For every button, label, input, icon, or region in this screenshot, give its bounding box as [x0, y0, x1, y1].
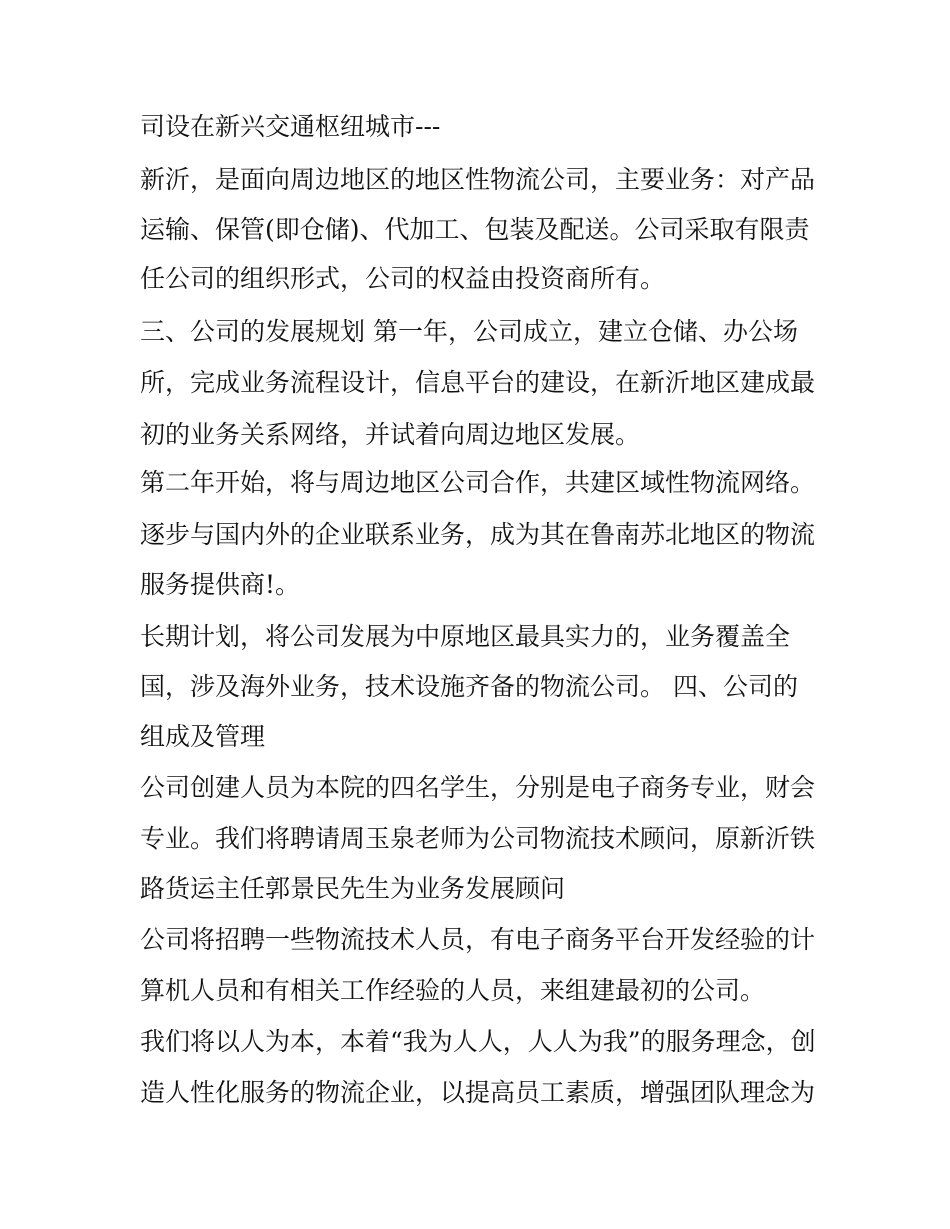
- text-line: 司设在新兴交通枢纽城市---: [140, 112, 441, 141]
- text-line: 公司将招聘一些物流技术人员，有电子商务平台开发经验的计: [140, 925, 816, 954]
- text-line: 公司创建人员为本院的四名学生，分别是电子商务专业，财会: [140, 773, 816, 802]
- text-line: 专业。我们将聘请周玉泉老师为公司物流技术顾问，原新沂铁: [140, 824, 816, 853]
- text-line: 逐步与国内外的企业联系业务，成为其在鲁南苏北地区的物流: [140, 520, 816, 549]
- text-line: 第二年开始，将与周边地区公司合作，共建区域性物流网络。: [140, 468, 816, 497]
- text-line: 国，涉及海外业务，技术设施齐备的物流公司。 四、公司的: [140, 672, 798, 701]
- text-line: 新沂，是面向周边地区的地区性物流公司，主要业务：对产品: [140, 165, 816, 194]
- text-line: 运输、保管(即仓储)、代加工、包装及配送。公司采取有限责: [140, 215, 810, 244]
- text-line: 长期计划，将公司发展为中原地区最具实力的，业务覆盖全: [140, 622, 791, 651]
- text-line: 服务提供商!。: [140, 570, 301, 599]
- text-line: 三、公司的发展规划 第一年，公司成立，建立仓储、办公场: [140, 317, 798, 346]
- text-line: 所，完成业务流程设计，信息平台的建设，在新沂地区建成最: [140, 368, 816, 397]
- text-line: 算机人员和有相关工作经验的人员，来组建最初的公司。: [140, 976, 766, 1005]
- text-line: 组成及管理: [140, 722, 266, 751]
- text-line: 我们将以人为本，本着“我为人人，人人为我”的服务理念，创: [140, 1027, 816, 1056]
- text-line: 任公司的组织形式，公司的权益由投资商所有。: [140, 264, 666, 293]
- text-line: 路货运主任郭景民先生为业务发展顾问: [140, 874, 566, 903]
- text-line: 造人性化服务的物流企业，以提高员工素质，增强团队理念为: [140, 1078, 816, 1107]
- text-line: 初的业务关系网络，并试着向周边地区发展。: [140, 420, 641, 449]
